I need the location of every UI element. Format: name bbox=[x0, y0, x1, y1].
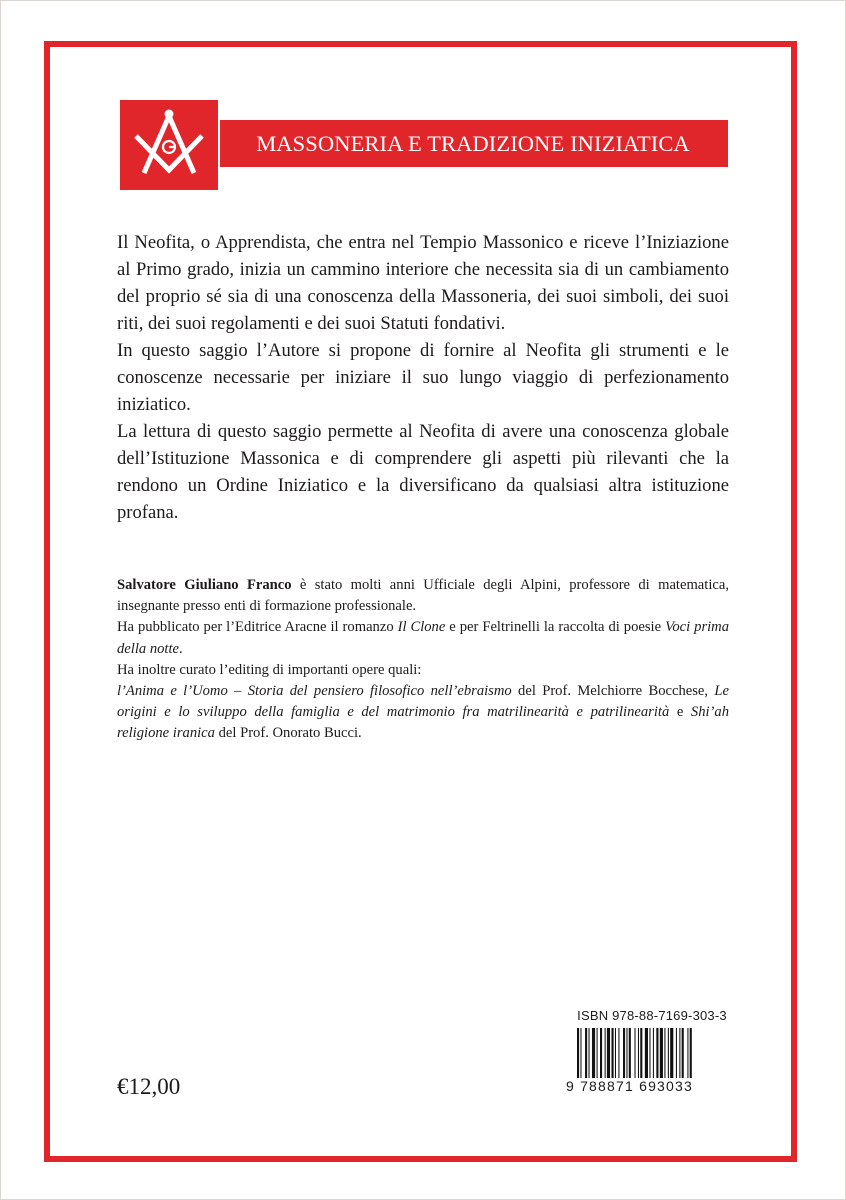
barcode-bar bbox=[623, 1028, 625, 1078]
barcode-bar bbox=[679, 1028, 680, 1078]
barcode-bar bbox=[635, 1028, 636, 1078]
barcode-bar bbox=[618, 1028, 619, 1078]
author-name: Salvatore Giuliano Franco bbox=[117, 577, 292, 593]
bio-text: e bbox=[669, 704, 691, 721]
bio-text: del Prof. Onorato Bucci. bbox=[214, 725, 362, 742]
square-and-compass-icon bbox=[120, 100, 218, 190]
barcode-digits: 9 788871 693033 bbox=[566, 1078, 693, 1094]
bio-text: e per Feltrinelli la raccolta di poesie bbox=[445, 619, 666, 636]
barcode-bar bbox=[670, 1028, 673, 1078]
barcode-bar bbox=[626, 1028, 627, 1078]
barcode-bar bbox=[664, 1028, 665, 1078]
barcode-bar bbox=[592, 1028, 595, 1078]
barcode-bar bbox=[600, 1028, 602, 1078]
barcode-bar bbox=[577, 1028, 579, 1078]
barcode-bar bbox=[638, 1028, 639, 1078]
barcode-bar bbox=[660, 1028, 663, 1078]
barcode-bar bbox=[589, 1028, 590, 1078]
barcode-bar bbox=[585, 1028, 587, 1078]
bio-text: . bbox=[179, 640, 183, 657]
series-banner bbox=[220, 121, 726, 167]
barcode-bar bbox=[653, 1028, 654, 1078]
barcode-bar bbox=[607, 1028, 610, 1078]
author-bio bbox=[117, 575, 729, 745]
barcode-bar bbox=[668, 1028, 669, 1078]
bio-paragraph bbox=[117, 575, 729, 617]
bio-text: Ha pubblicato per l’Editrice Aracne il romanzo bbox=[117, 619, 398, 636]
barcode-bar bbox=[640, 1028, 642, 1078]
book-title: Shi’ah religione iranica bbox=[117, 704, 729, 742]
barcode-bar bbox=[649, 1028, 650, 1078]
barcode-bar bbox=[612, 1028, 614, 1078]
isbn-label: ISBN 978-88-7169-303-3 bbox=[577, 1008, 727, 1023]
book-title: Il Clone bbox=[397, 619, 446, 636]
bio-paragraph bbox=[117, 681, 729, 745]
book-title: Le origini e lo sviluppo della famiglia e del matrimonio fra matrilinearità e patrilinearità bbox=[117, 683, 729, 721]
barcode-bar bbox=[615, 1028, 616, 1078]
series-title: MASSONERIA E TRADIZIONE INIZIATICA bbox=[256, 131, 690, 156]
bio-paragraph bbox=[117, 617, 729, 659]
barcode-bar bbox=[645, 1028, 648, 1078]
barcode-bar bbox=[629, 1028, 631, 1078]
barcode-bar bbox=[656, 1028, 658, 1078]
bio-text: è stato molti anni Ufficiale degli Alpini, professore di matematica, insegnante presso enti di formazione professionale. bbox=[117, 577, 729, 615]
barcode-bar bbox=[676, 1028, 677, 1078]
barcode-bar bbox=[580, 1028, 581, 1078]
barcode-bar bbox=[605, 1028, 606, 1078]
back-cover-blurb bbox=[117, 229, 729, 526]
barcode-bar bbox=[687, 1028, 688, 1078]
book-title: l’Anima e l’Uomo – Storia del pensiero filosofico nell’ebraismo bbox=[117, 683, 512, 700]
bio-text: del Prof. Melchiorre Bocchese, bbox=[511, 683, 715, 700]
barcode-bar bbox=[690, 1028, 692, 1078]
price: €12,00 bbox=[117, 1074, 181, 1099]
blurb-paragraph: In questo saggio l’Autore si propone di fornire al Neofita gli strumenti e le conoscenze necessarie per iniziare il suo lungo viaggio di perfezionamento iniziatico. bbox=[117, 340, 729, 415]
blurb-paragraph: Il Neofita, o Apprendista, che entra nel Tempio Massonico e riceve l’Iniziazione al Primo grado, inizia un cammino interiore che necessita sia di un cambiamento del proprio sé sia di una conoscenza della Massoneria, dei suoi simboli, dei suoi riti, dei suoi regolamenti e dei suoi Statuti fondativi. bbox=[117, 232, 729, 334]
book-title: Voci prima della notte bbox=[117, 619, 730, 657]
series-logo bbox=[120, 100, 218, 190]
bio-paragraph: Ha inoltre curato l’editing di importanti opere quali: bbox=[117, 661, 422, 678]
blurb-paragraph: La lettura di questo saggio permette al Neofita di avere una conoscenza globale dell’Istituzione Massonica e di comprendere gli aspetti più rilevanti che la rendono un Ordine Iniziatico e la diversificano da qualsiasi altra istituzione profana. bbox=[117, 421, 729, 523]
barcode-bar bbox=[597, 1028, 598, 1078]
barcode-bar bbox=[682, 1028, 684, 1078]
